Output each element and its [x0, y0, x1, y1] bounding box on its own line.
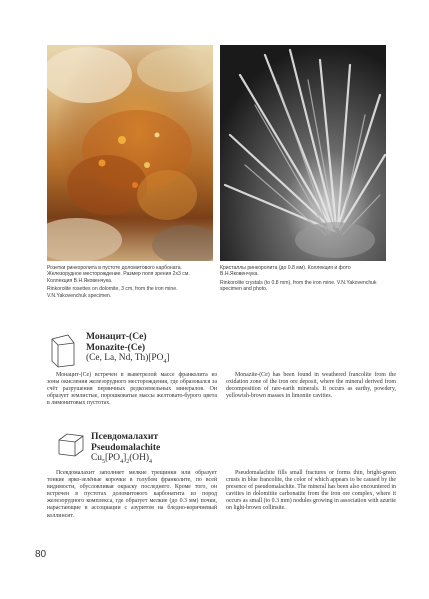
rosettes-photo	[47, 45, 213, 261]
pseudomalachite-paragraph-ru: Псевдомалахит заполняет мелкие трещинки или образует тонкие ярко-зелёные корочки в голубом франколите, по всей видимости, обусловливая окраску последнего. Кроме того, он встречен в пустотах доломитового карбонатита из пород железорудного комплекса, где образует мелкие (до 0.3 мм) почки, нарастающие в ассоциации с азуритом на бледно-коричневый коллинсит.	[47, 470, 217, 519]
crystals-caption	[220, 265, 390, 295]
monazite-paragraph-ru: Монацит-(Ce) встречен в выветрелой массе франколита из зоны окисления железорудного месторождения, где образовался за счёт разрушения первичных редкоземельных минералов. Он образует землистые, порошковатые массы желтовато-бурого цвета в лимонитовых пустотах.	[47, 372, 217, 407]
rosettes-caption-en: Rinkorolite rosettes on dolomite, 3 cm, from the iron mine. V.N.Yakovenchuk specimen.	[47, 286, 178, 299]
pseudomalachite-name-en: Pseudomalachite	[91, 441, 161, 453]
crystals-caption-ru: Кристаллы ринкоролита (до 0.8 мм). Коллекция и фото В.Н.Яковенчука.	[220, 265, 351, 278]
rosettes-photo-image	[47, 45, 213, 261]
page-number: 80	[35, 549, 47, 560]
monazite-name-ru: Монацит-(Ce)	[86, 331, 147, 342]
pseudomalachite-text-ru	[47, 470, 217, 520]
rosettes-caption	[47, 265, 215, 301]
monazite-name-en: Monazite-(Ce)	[86, 341, 146, 353]
pseudomalachite-paragraph-en: Pseudomalachite fills small fractures or forms thin, bright-green crusts in blue francolite, the color of which appears to be caused by the presence of pseudomalachite. The mineral has been also encountered in cavities in dolomitite carbonatite from the iron ore complex, where it occurs as small (to 0.3 mm) nodules growing in association with azurite on light-brown collinsite.	[226, 470, 396, 512]
rosettes-caption-ru: Розетки ринкоролита в пустоте доломитового карбоната. Железорудное месторождение. Размер поля зрения 2x3 см. Коллекция В.Н.Яковенчука.	[47, 265, 190, 284]
monazite-heading	[86, 332, 170, 367]
monazite-formula: (Ce, La, Nd, $Th)[PO_4]$	[86, 353, 170, 365]
pseudomalachite-crystal-icon	[57, 432, 85, 458]
crystals-photo-image	[220, 45, 386, 261]
pseudomalachite-name-ru: Псевдомалахит	[91, 431, 159, 442]
monazite-crystal-icon	[48, 333, 78, 369]
pseudomalachite-heading	[91, 432, 160, 467]
monazite-paragraph-en: Monazite-(Ce) has been found in weathered francolite from the oxidation zone of the iron ore deposit, where the mineral derived from decomposition of rare-earth minerals. It occurs as earthy, powdery, yellowish-brown masses in limonite cavities.	[226, 372, 396, 400]
crystals-photo	[220, 45, 386, 261]
crystals-caption-en: Rinkorolite crystals (to 0.8 mm), from the iron mine. V.N.Yakovenchuk specimen and photo.	[220, 279, 377, 293]
pseudomalachite-formula: $Cu_5[PO_4]_2(OH)_4$	[91, 453, 152, 465]
monazite-text-en	[226, 372, 396, 400]
pseudomalachite-text-en	[226, 470, 396, 513]
monazite-text-ru	[47, 372, 217, 407]
